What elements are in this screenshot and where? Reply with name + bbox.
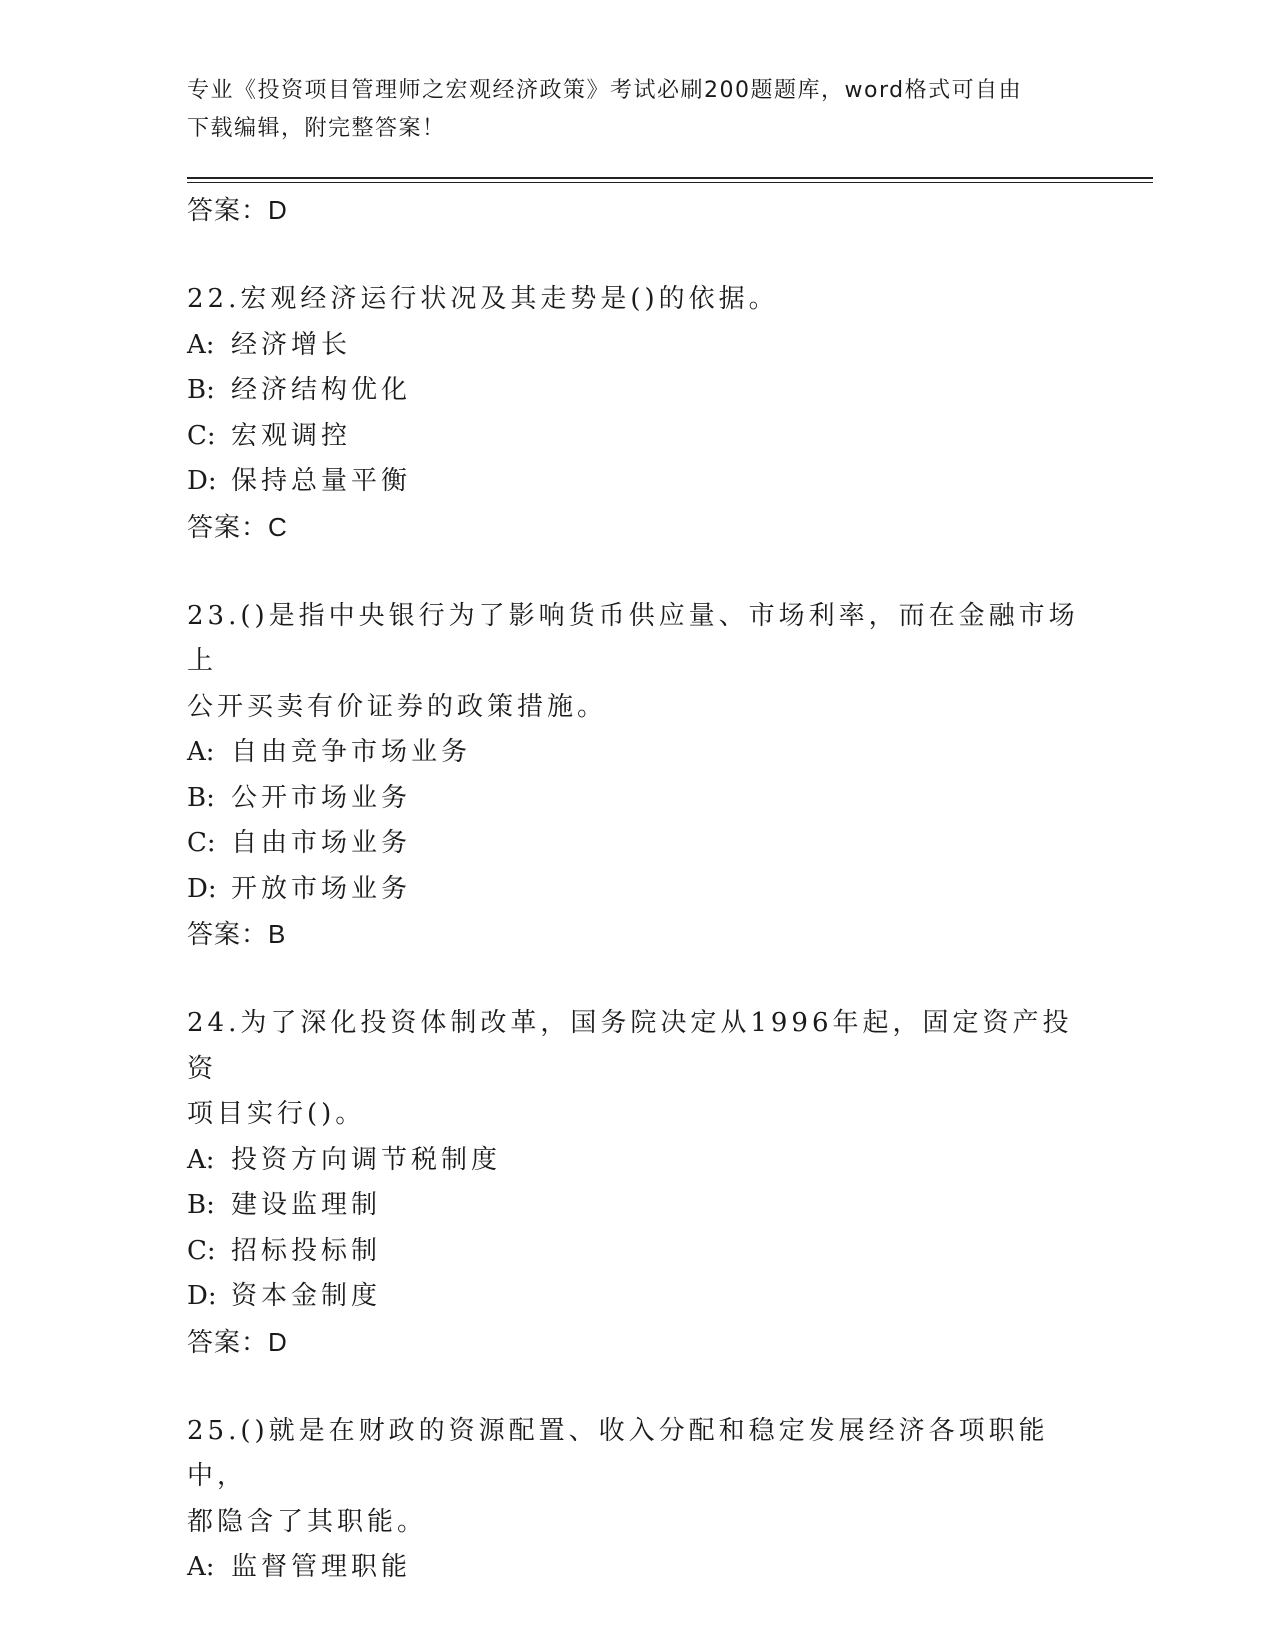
option-text: 经济结构优化 — [231, 375, 412, 405]
question-text-line-2: 项目实行()。 — [187, 1099, 366, 1129]
option-letter: A: — [187, 329, 215, 360]
option-letter: D: — [187, 873, 217, 904]
option-c — [187, 821, 1087, 867]
option-text: 招标投标制 — [231, 1235, 382, 1266]
option-text: 经济增长 — [231, 329, 352, 360]
answer-label: 答案：C — [187, 511, 288, 542]
option-letter: D: — [187, 1281, 217, 1311]
option-a — [187, 1138, 1087, 1184]
option-text: 宏观调控 — [231, 420, 352, 451]
option-a — [187, 323, 1087, 369]
question-text-line-1: 24.为了深化投资体制改革，国务院决定从1996年起，固定资产投资 — [187, 1008, 1073, 1084]
option-text: 资本金制度 — [231, 1281, 382, 1311]
option-text: 公开市场业务 — [231, 782, 412, 813]
option-d — [187, 459, 1087, 505]
header-line-2: 下载编辑，附完整答案！ — [187, 116, 446, 141]
option-text: 监督管理职能 — [231, 1552, 412, 1582]
option-letter: D: — [187, 466, 217, 496]
header-divider — [187, 177, 1153, 183]
option-letter: C: — [187, 420, 216, 451]
option-text: 保持总量平衡 — [231, 466, 412, 496]
option-b — [187, 776, 1087, 822]
question-text: 22.宏观经济运行状况及其走势是()的依据。 — [187, 284, 779, 314]
document-body — [187, 188, 1087, 1591]
option-d — [187, 1274, 1087, 1320]
option-b — [187, 1183, 1087, 1229]
question-text-line-2: 公开买卖有价证券的政策措施。 — [187, 691, 608, 722]
option-text: 自由市场业务 — [231, 828, 412, 858]
answer-label: 答案：D — [187, 1326, 288, 1357]
option-text: 投资方向调节税制度 — [231, 1144, 502, 1175]
option-c — [187, 414, 1087, 460]
option-b — [187, 368, 1087, 414]
option-a — [187, 730, 1087, 776]
option-letter: A: — [187, 737, 215, 767]
option-d — [187, 867, 1087, 913]
option-letter: B: — [187, 1190, 215, 1220]
option-letter: B: — [187, 782, 215, 813]
question-22 — [187, 277, 1087, 549]
option-a — [187, 1545, 1087, 1591]
option-letter: B: — [187, 375, 215, 405]
answer-label: 答案：B — [187, 919, 287, 949]
question-25 — [187, 1409, 1087, 1591]
question-text-line-1: 23.()是指中央银行为了影响货币供应量、市场利率，而在金融市场上 — [187, 600, 1079, 676]
answer-label: 答案：D — [187, 195, 288, 225]
question-24 — [187, 1001, 1087, 1364]
option-text: 开放市场业务 — [231, 873, 412, 904]
question-text-line-2: 都隐含了其职能。 — [187, 1506, 428, 1537]
option-letter: A: — [187, 1552, 215, 1582]
option-text: 自由竞争市场业务 — [231, 737, 472, 767]
option-letter: A: — [187, 1144, 215, 1175]
header-line-1: 专业《投资项目管理师之宏观经济政策》考试必刷200题题库，word格式可自由 — [187, 78, 1023, 103]
option-letter: C: — [187, 1235, 216, 1266]
option-letter: C: — [187, 828, 216, 858]
question-23 — [187, 594, 1087, 957]
page-header — [187, 72, 1077, 148]
option-text: 建设监理制 — [231, 1190, 382, 1220]
question-text-line-1: 25.()就是在财政的资源配置、收入分配和稳定发展经济各项职能中， — [187, 1415, 1049, 1491]
option-c — [187, 1229, 1087, 1275]
